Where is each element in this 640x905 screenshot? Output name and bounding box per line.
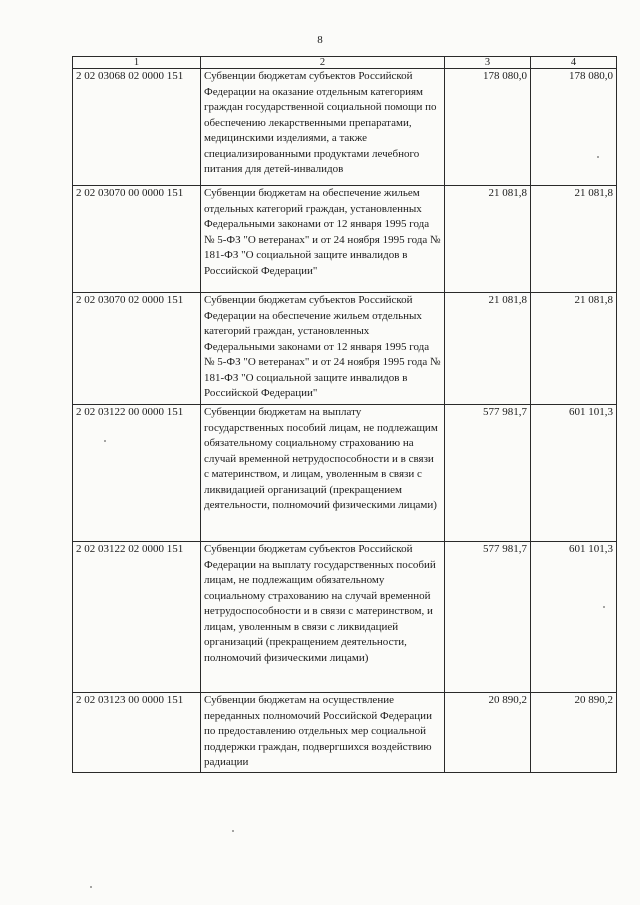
scan-speck — [597, 156, 599, 158]
value-col-4: 20 890,2 — [531, 693, 617, 773]
budget-code: 2 02 03122 02 0000 151 — [73, 542, 201, 693]
budget-code: 2 02 03068 02 0000 151 — [73, 69, 201, 186]
table-row — [73, 542, 617, 693]
value-col-3: 178 080,0 — [445, 69, 531, 186]
table-row — [73, 405, 617, 542]
row-description: Субвенции бюджетам на обеспечение жильем отдельных категорий граждан, установленных Федеральными законами от 12 января 1995 года № 5-ФЗ "О ветеранах" и от 24 ноября 1995 года № 181-ФЗ "О социальной защите инвалидов в Российской Федерации" — [201, 186, 445, 293]
table-header-row — [73, 57, 617, 69]
row-description: Субвенции бюджетам на осуществление переданных полномочий Российской Федерации по предоставлению отдельных мер социальной поддержки граждан, подвергшихся воздействию радиации — [201, 693, 445, 773]
value-col-4: 178 080,0 — [531, 69, 617, 186]
value-col-4: 601 101,3 — [531, 405, 617, 542]
budget-table — [72, 56, 617, 773]
header-col-4: 4 — [531, 57, 617, 69]
row-description: Субвенции бюджетам субъектов Российской Федерации на обеспечение жильем отдельных категорий граждан, установленных Федеральными законами от 12 января 1995 года № 5-ФЗ "О ветеранах" и от 24 ноября 1995 года № 181-ФЗ "О социальной защите инвалидов в Российской Федерации" — [201, 293, 445, 405]
budget-code: 2 02 03123 00 0000 151 — [73, 693, 201, 773]
scan-speck — [104, 440, 106, 442]
budget-code: 2 02 03122 00 0000 151 — [73, 405, 201, 542]
value-col-4: 21 081,8 — [531, 293, 617, 405]
scan-speck — [90, 886, 92, 888]
value-col-4: 601 101,3 — [531, 542, 617, 693]
row-description: Субвенции бюджетам субъектов Российской Федерации на оказание отдельным категориям граждан государственной социальной помощи по обеспечению лекарственными препаратами, медицинскими изделиями, а также специализированными продуктами лечебного питания для детей-инвалидов — [201, 69, 445, 186]
value-col-3: 577 981,7 — [445, 405, 531, 542]
budget-code: 2 02 03070 00 0000 151 — [73, 186, 201, 293]
header-col-3: 3 — [445, 57, 531, 69]
scan-speck — [232, 830, 234, 832]
value-col-3: 21 081,8 — [445, 293, 531, 405]
row-description: Субвенции бюджетам на выплату государственных пособий лицам, не подлежащим обязательному социальному страхованию на случай временной нетрудоспособности и в связи с материнством, и лицам, уволенным в связи с ликвидацией организаций (прекращением деятельности, полномочий физическими лицами) — [201, 405, 445, 542]
header-col-1: 1 — [73, 57, 201, 69]
table-row — [73, 69, 617, 186]
value-col-4: 21 081,8 — [531, 186, 617, 293]
table-row — [73, 293, 617, 405]
budget-code: 2 02 03070 02 0000 151 — [73, 293, 201, 405]
page-number: 8 — [317, 34, 323, 46]
table-row — [73, 693, 617, 773]
value-col-3: 21 081,8 — [445, 186, 531, 293]
table-row — [73, 186, 617, 293]
scan-speck — [603, 606, 605, 608]
row-description: Субвенции бюджетам субъектов Российской Федерации на выплату государственных пособий лицам, не подлежащим обязательному социальному страхованию на случай временной нетрудоспособности и в связи с материнством, и лицам, уволенным в связи с ликвидацией организаций (прекращением деятельности, полномочий физическими лицами) — [201, 542, 445, 693]
value-col-3: 577 981,7 — [445, 542, 531, 693]
value-col-3: 20 890,2 — [445, 693, 531, 773]
header-col-2: 2 — [201, 57, 445, 69]
